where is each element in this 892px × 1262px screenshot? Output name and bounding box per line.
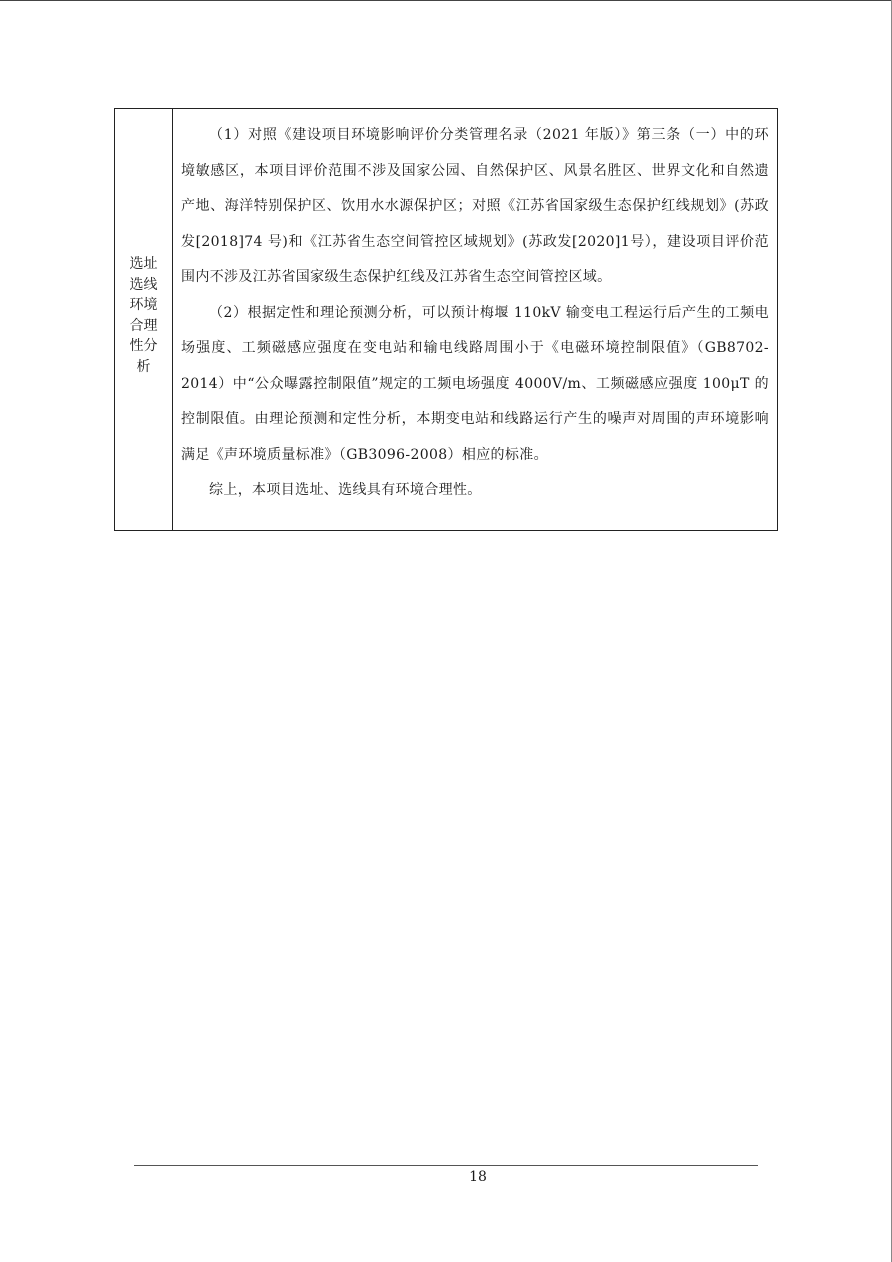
paragraph-3: 综上，本项目选址、选线具有环境合理性。: [209, 482, 482, 498]
footer-divider: [134, 1165, 758, 1166]
paragraph-2: （2）根据定性和理论预测分析，可以预计梅堰 110kV 输变电工程运行后产生的工频电场强度、工频磁感应强度在变电站和输电线路周围小于《电磁环境控制限值》（GB8702-2014）中“公众曝露控制限值”规定的工频电场强度 4000V/m、工频磁感应强度 100μT 的控制限值。由理论预测和定性分析，本期变电站和线路运行产生的噪声对周围的声环境影响满足《声环境质量标准》（GB3096-2008）相应的标准。: [181, 304, 769, 463]
paragraph-1: （1）对照《建设项目环境影响评价分类管理名录（2021 年版）》第三条（一）中的环境敏感区，本项目评价范围不涉及国家公园、自然保护区、风景名胜区、世界文化和自然遗产地、海洋特别保护区、饮用水水源保护区；对照《江苏省国家级生态保护红线规划》(苏政发[2018]74 号)和《江苏省生态空间管控区域规划》(苏政发[2020]1号），建设项目评价范围内不涉及江苏省国家级生态保护红线及江苏省生态空间管控区域。: [181, 127, 769, 285]
table-row-label: 选址选线环境合理性分析: [129, 256, 158, 375]
table-content-cell: [173, 109, 777, 530]
page-top-border: [0, 0, 892, 1]
page-number: 18: [469, 1169, 487, 1185]
analysis-table: [114, 108, 778, 531]
table-label-cell: [115, 109, 173, 530]
